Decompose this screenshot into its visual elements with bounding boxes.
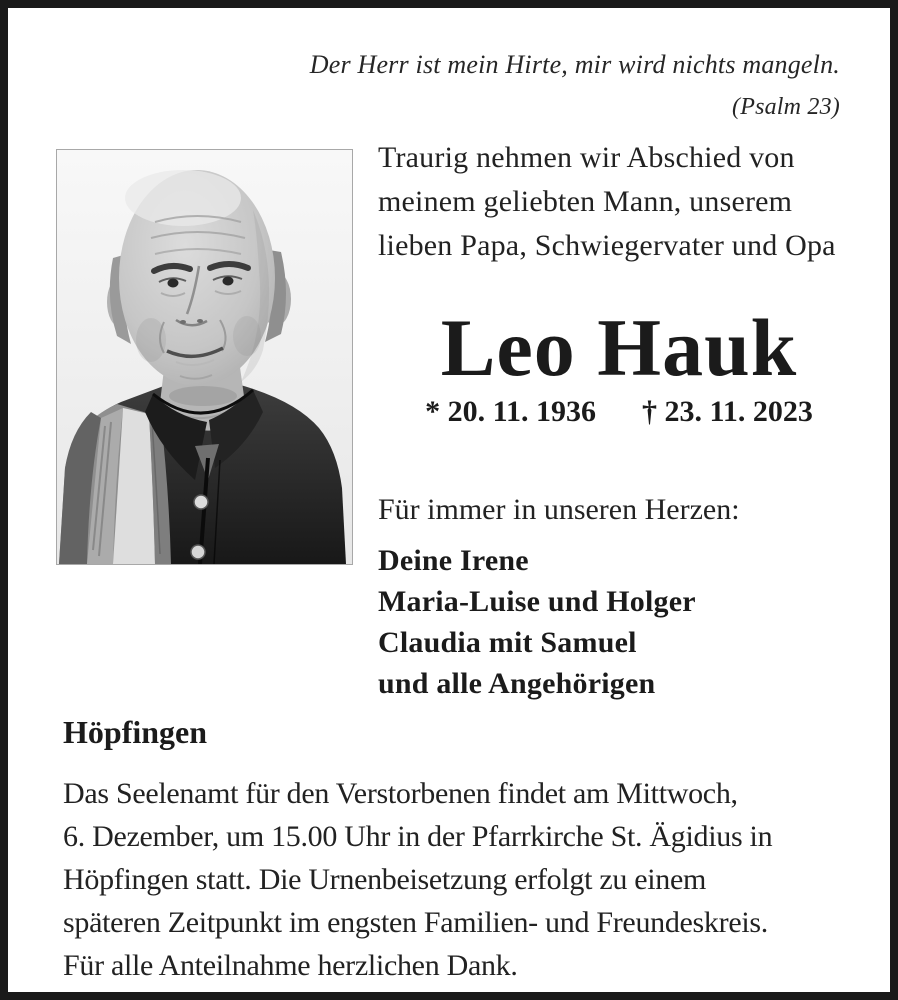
portrait-photo-image <box>57 150 352 564</box>
birth-date: * 20. 11. 1936 <box>425 395 596 428</box>
announcement-line: Für alle Anteilnahme herzlichen Dank. <box>63 949 518 982</box>
announcement-line: späteren Zeitpunkt im engsten Familien- und Freundeskreis. <box>63 906 768 939</box>
announcement-line: Höpfingen statt. Die Urnenbeisetzung erfolgt zu einem <box>63 863 707 896</box>
psalm-quote-text: Der Herr ist mein Hirte, mir wird nichts mangeln. <box>309 50 840 79</box>
life-dates <box>378 392 860 432</box>
mourner-name: Deine Irene <box>378 544 529 577</box>
announcement-line: 6. Dezember, um 15.00 Uhr in der Pfarrkirche St. Ägidius in <box>63 820 773 853</box>
location-heading: Höpfingen <box>63 714 208 750</box>
psalm-quote <box>310 44 840 128</box>
portrait-photo <box>56 149 353 565</box>
farewell-line: meinem geliebten Mann, unserem <box>378 185 793 218</box>
mourner-name: Claudia mit Samuel <box>378 626 637 659</box>
farewell-line: lieben Papa, Schwiegervater und Opa <box>378 229 836 262</box>
service-announcement <box>63 772 875 987</box>
mourner-name: Maria-Luise und Holger <box>378 585 696 618</box>
mourner-name: und alle Angehörigen <box>378 667 656 700</box>
announcement-column <box>378 136 860 704</box>
mourners-list <box>378 540 860 704</box>
death-date: † 23. 11. 2023 <box>642 395 813 428</box>
deceased-name: Leo Hauk <box>440 302 798 393</box>
remembrance-heading: Für immer in unseren Herzen: <box>378 493 740 526</box>
psalm-attribution: (Psalm 23) <box>732 94 840 120</box>
farewell-line: Traurig nehmen wir Abschied von <box>378 141 795 174</box>
announcement-line: Das Seelenamt für den Verstorbenen findet am Mittwoch, <box>63 777 738 810</box>
farewell-text <box>378 136 860 268</box>
